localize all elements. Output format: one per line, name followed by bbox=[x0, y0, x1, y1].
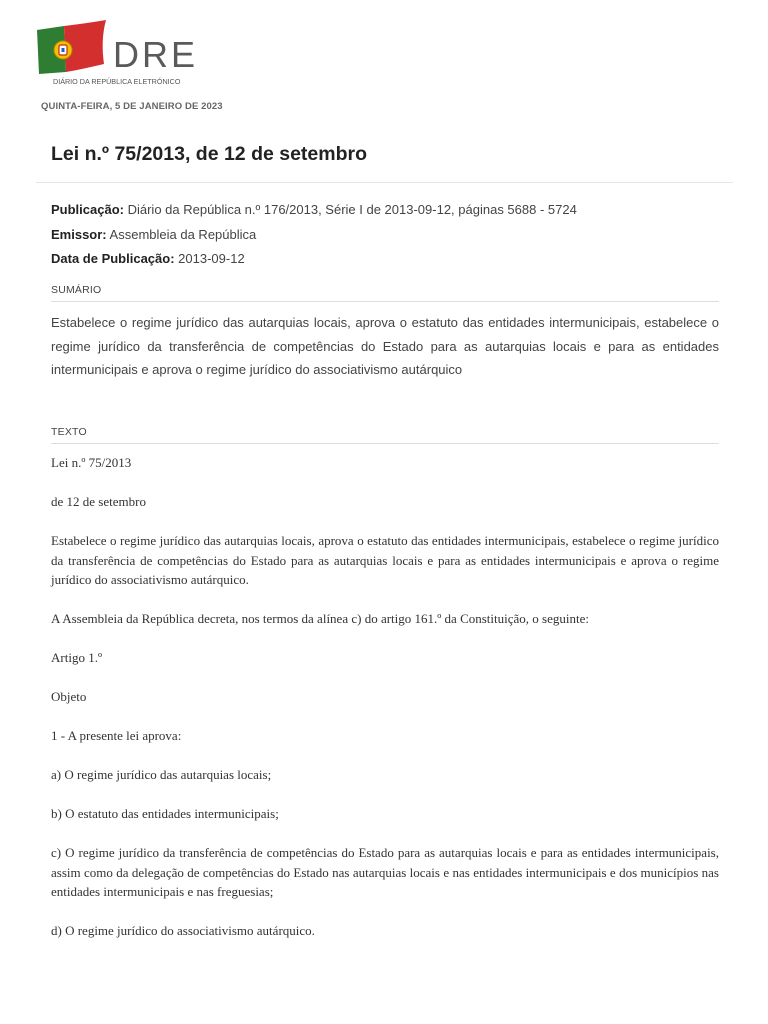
law-paragraph: A Assembleia da República decreta, nos termos da alínea c) do artigo 161.º da Constituição, o seguinte: bbox=[51, 611, 589, 626]
title-divider bbox=[36, 182, 733, 183]
meta-emissor bbox=[51, 223, 719, 248]
sumario-heading: SUMÁRIO bbox=[51, 284, 102, 296]
texto-divider bbox=[51, 443, 719, 444]
sumario-divider bbox=[51, 301, 719, 302]
law-paragraph: Estabelece o regime jurídico das autarquias locais, aprova o estatuto das entidades intermunicipais, estabelece o regime jurídico da transferência de competências do Estado para as autarquias locais e para as entidades intermunicipais e aprova o regime jurídico do associativismo autárquico. bbox=[51, 533, 719, 587]
current-date: QUINTA-FEIRA, 5 DE JANEIRO DE 2023 bbox=[41, 101, 223, 112]
texto-heading: TEXTO bbox=[51, 426, 87, 438]
meta-publicacao bbox=[51, 198, 719, 223]
meta-label: Publicação: bbox=[51, 202, 124, 217]
meta-label: Data de Publicação: bbox=[51, 251, 175, 266]
document-title: Lei n.º 75/2013, de 12 de setembro bbox=[51, 143, 368, 165]
meta-data-publicacao bbox=[51, 247, 719, 272]
meta-value: Assembleia da República bbox=[109, 226, 257, 242]
law-paragraph: de 12 de setembro bbox=[51, 494, 146, 509]
law-paragraph: Objeto bbox=[51, 689, 87, 704]
law-paragraph: Artigo 1.º bbox=[51, 650, 102, 665]
portugal-flag-icon bbox=[37, 20, 106, 74]
law-paragraph: a) O regime jurídico das autarquias locais; bbox=[51, 767, 272, 782]
law-paragraph: 1 - A presente lei aprova: bbox=[51, 728, 182, 743]
logo-text: DRE bbox=[113, 34, 199, 75]
dre-logo[interactable] bbox=[36, 20, 206, 90]
law-text bbox=[51, 453, 719, 960]
law-paragraph: Lei n.º 75/2013 bbox=[51, 455, 132, 470]
logo-subtitle: DIÁRIO DA REPÚBLICA ELETRÓNICO bbox=[53, 77, 181, 86]
law-paragraph: b) O estatuto das entidades intermunicipais; bbox=[51, 806, 279, 821]
law-paragraph: d) O regime jurídico do associativismo autárquico. bbox=[51, 923, 315, 938]
document-metadata bbox=[51, 198, 719, 272]
sumario-text: Estabelece o regime jurídico das autarquias locais, aprova o estatuto das entidades intermunicipais, estabelece o regime jurídico da transferência de competências do Estado para as autarquias locais e para as entidades intermunicipais e aprova o regime jurídico do associativismo autárquico bbox=[51, 315, 719, 377]
meta-value: Diário da República n.º 176/2013, Série I de 2013-09-12, páginas 5688 - 5724 bbox=[127, 202, 577, 217]
meta-value: 2013-09-12 bbox=[178, 251, 245, 266]
law-paragraph: c) O regime jurídico da transferência de competências do Estado para as autarquias locais e para as entidades intermunicipais, assim como da delegação de competências do Estado nas autarquias locais e nas entidades intermunicipais e dos municípios nas entidades intermunicipais e nas freguesias; bbox=[51, 845, 719, 899]
meta-label: Emissor: bbox=[51, 226, 107, 242]
